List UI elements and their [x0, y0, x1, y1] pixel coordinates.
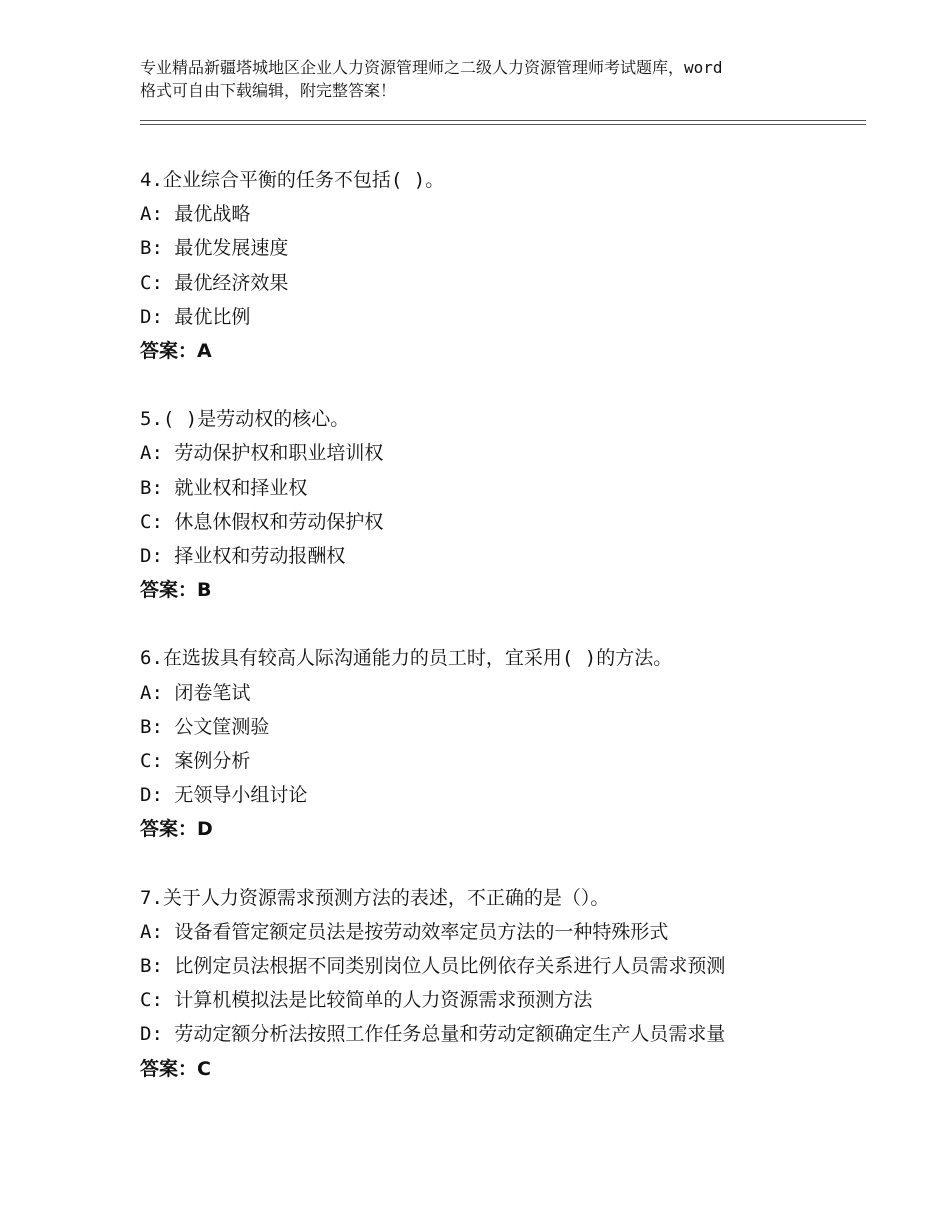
document-header	[140, 56, 830, 102]
option-b: B: 就业权和择业权	[140, 476, 308, 499]
question-list	[140, 163, 840, 1086]
option-b: B: 公文筐测验	[140, 715, 270, 738]
question-stem: 6.在选拔具有较高人际沟通能力的员工时，宜采用( )的方法。	[140, 647, 673, 670]
option-a: A: 最优战略	[140, 203, 251, 226]
question-block	[140, 163, 840, 368]
option-c: C: 最优经济效果	[140, 271, 289, 294]
answer-label: 答案：B	[140, 579, 212, 602]
question-spacer	[140, 847, 840, 881]
answer-label: 答案：C	[140, 1057, 211, 1080]
question-spacer	[140, 607, 840, 641]
option-a: A: 闭卷笔试	[140, 681, 251, 704]
option-c: C: 计算机模拟法是比较简单的人力资源需求预测方法	[140, 989, 593, 1012]
question-stem: 7.关于人力资源需求预测方法的表述，不正确的是（）。	[140, 886, 610, 909]
option-d: D: 劳动定额分析法按照工作任务总量和劳动定额确定生产人员需求量	[140, 1023, 726, 1046]
question-block	[140, 881, 840, 1086]
answer-label: 答案：A	[140, 340, 212, 363]
question-stem: 4.企业综合平衡的任务不包括( )。	[140, 169, 445, 191]
option-d: D: 择业权和劳动报酬权	[140, 545, 346, 568]
answer-label: 答案：D	[140, 818, 213, 841]
header-divider-top	[140, 120, 866, 121]
option-c: C: 案例分析	[140, 750, 251, 773]
option-d: D: 无领导小组讨论	[140, 784, 308, 807]
question-spacer	[140, 368, 840, 402]
option-c: C: 休息休假权和劳动保护权	[140, 510, 384, 533]
question-block	[140, 402, 840, 607]
header-divider-bottom	[140, 124, 866, 125]
question-stem: 5.( )是劳动权的核心。	[140, 408, 350, 431]
option-b: B: 最优发展速度	[140, 237, 289, 260]
option-b: B: 比例定员法根据不同类别岗位人员比例依存关系进行人员需求预测	[140, 955, 726, 978]
header-line-1: 专业精品新疆塔城地区企业人力资源管理师之二级人力资源管理师考试题库，word	[140, 58, 723, 77]
option-a: A: 设备看管定额定员法是按劳动效率定员方法的一种特殊形式	[140, 920, 669, 943]
question-block	[140, 641, 840, 846]
option-d: D: 最优比例	[140, 305, 251, 328]
option-a: A: 劳动保护权和职业培训权	[140, 442, 384, 465]
header-line-2: 格式可自由下载编辑，附完整答案！	[140, 81, 397, 100]
